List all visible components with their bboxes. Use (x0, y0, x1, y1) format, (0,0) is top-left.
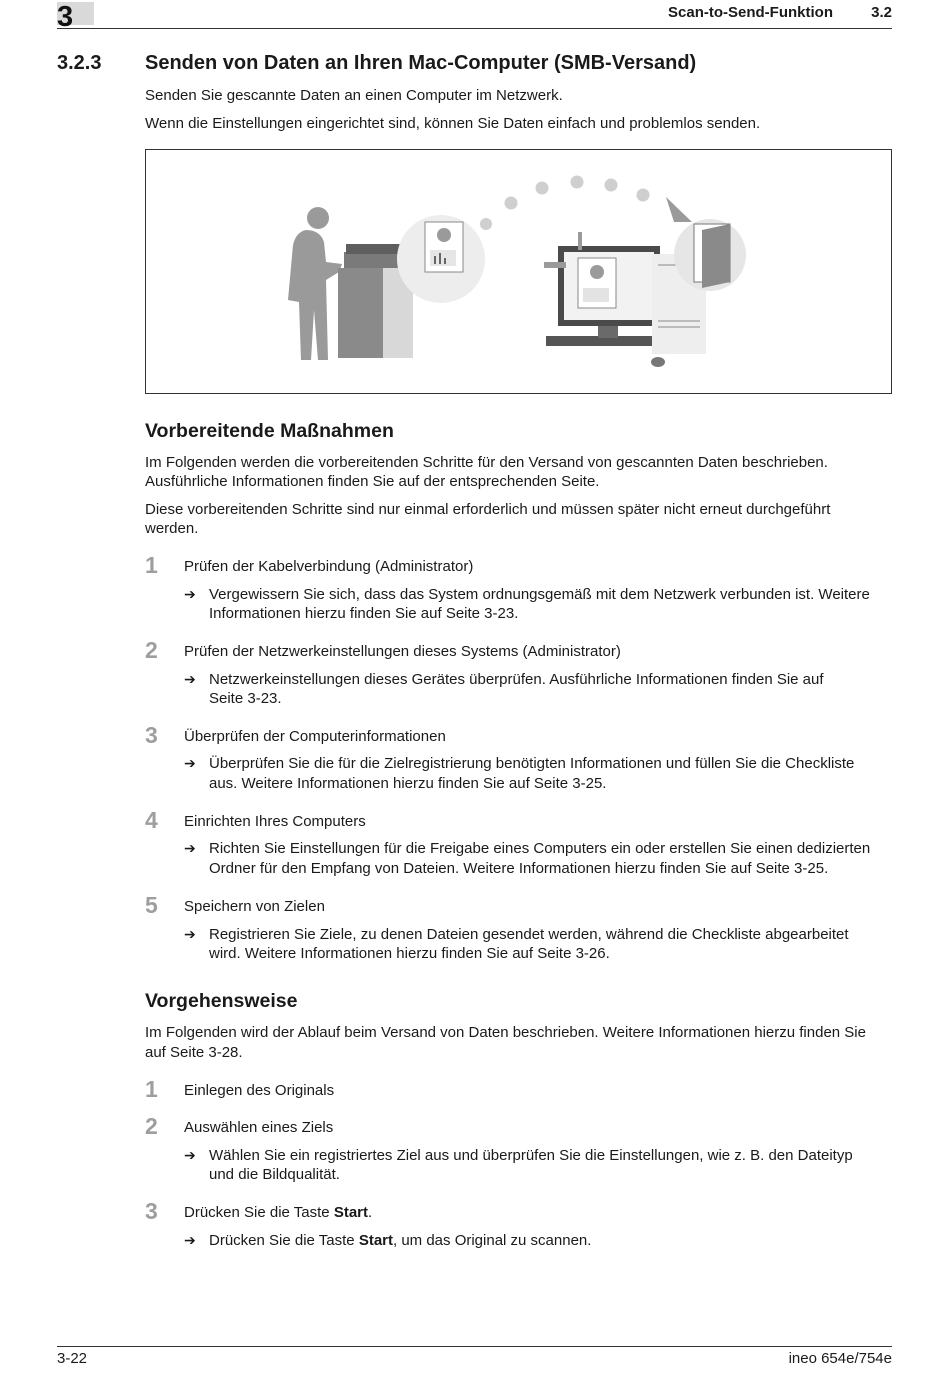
step-number: 1 (145, 1076, 158, 1102)
mouse-icon (651, 357, 665, 367)
step-instruction-line: und die Bildqualität. (209, 1166, 340, 1183)
preparation-paragraph-2-line-1: Diese vorbereitenden Schritte sind nur einmal erforderlich und müssen später nicht erneut durchgeführt (145, 501, 831, 518)
step-instruction-line (209, 1231, 894, 1251)
step-number: 4 (145, 807, 158, 833)
procedure-paragraph-line-1: Im Folgenden wird der Ablauf beim Versand von Daten beschrieben. Weitere Informationen hierzu finden Sie (145, 1024, 866, 1041)
step-instruction-line: Netzwerkeinstellungen dieses Gerätes überprüfen. Ausführliche Informationen finden Sie auf (209, 671, 824, 688)
step-number: 3 (145, 1198, 158, 1224)
person-icon (288, 207, 342, 360)
step-instruction-text: , um das Original zu scannen. (393, 1232, 592, 1249)
step-number: 2 (145, 1113, 158, 1139)
intro-paragraph-2: Wenn die Einstellungen eingerichtet sind, können Sie Daten einfach und problemlos senden. (145, 115, 761, 132)
step-number: 1 (145, 552, 158, 578)
step-label: Einrichten Ihres Computers (184, 813, 366, 830)
step-instruction-line: wird. Weitere Informationen hierzu finden Sie auf Seite 3-26. (209, 945, 610, 962)
folder-icon (694, 224, 730, 288)
arrow-right-icon: ➔ (184, 1232, 196, 1248)
step-instruction-line: Richten Sie Einstellungen für die Freigabe eines Computers ein oder erstellen Sie einen dedizierten (209, 840, 871, 857)
step-instruction-line: Seite 3-23. (209, 690, 282, 707)
arrow-right-icon: ➔ (184, 926, 196, 942)
page-number: 3-22 (57, 1350, 88, 1367)
procedure-paragraph-line-2: auf Seite 3-28. (145, 1044, 243, 1061)
step-instruction-line: Vergewissern Sie sich, dass das System ordnungsgemäß mit dem Netzwerk verbunden ist. Weitere (209, 586, 870, 603)
step-label: Prüfen der Kabelverbindung (Administrator) (184, 558, 474, 575)
step-instruction-line: Ordner für den Empfang von Dateien. Weitere Informationen hierzu finden Sie auf Seite 3-25. (209, 860, 829, 877)
running-header-section: 3.2 (871, 4, 892, 21)
step-label: Prüfen der Netzwerkeinstellungen dieses Systems (Administrator) (184, 643, 621, 660)
chapter-number: 3 (57, 1, 74, 33)
illustration-frame (145, 149, 892, 394)
section-number: 3.2.3 (57, 52, 102, 74)
scan-to-computer-illustration (146, 150, 891, 393)
arrow-right-icon: ➔ (184, 1147, 196, 1163)
arrow-right-icon: ➔ (184, 586, 196, 602)
step-instruction-text: Drücken Sie die Taste (209, 1232, 359, 1249)
procedure-heading: Vorgehensweise (145, 990, 298, 1012)
section-title: Senden von Daten an Ihren Mac-Computer (SMB-Versand) (145, 52, 697, 74)
step-label: Überprüfen der Computerinformationen (184, 728, 446, 745)
step-number: 5 (145, 892, 158, 918)
step-label: Einlegen des Originals (184, 1082, 335, 1099)
product-model: ineo 654e/754e (788, 1350, 892, 1367)
step-instruction-line: aus. Weitere Informationen hierzu finden Sie auf Seite 3-25. (209, 775, 607, 792)
step-label: Auswählen eines Ziels (184, 1119, 334, 1136)
step-instruction-line: Wählen Sie ein registriertes Ziel aus und überprüfen Sie die Einstellungen, wie z. B. den Dateityp (209, 1147, 853, 1164)
footer-rule (57, 1346, 892, 1347)
preparation-paragraph-1-line-1: Im Folgenden werden die vorbereitenden Schritte für den Versand von gescannten Daten beschrieben. (145, 454, 828, 471)
header-rule (57, 28, 892, 29)
arrow-right-icon: ➔ (184, 755, 196, 771)
intro-paragraph-1: Senden Sie gescannte Daten an einen Computer im Netzwerk. (145, 87, 563, 104)
step-label (184, 1203, 372, 1222)
step-label-text: . (368, 1204, 373, 1221)
step-instruction-line: Überprüfen Sie die für die Zielregistrierung benötigten Informationen und füllen Sie die Checkliste (209, 755, 855, 772)
step-number: 2 (145, 637, 158, 663)
step-label: Speichern von Zielen (184, 898, 325, 915)
transfer-dots-icon (480, 176, 692, 231)
preparation-paragraph-1-line-2: Ausführliche Informationen finden Sie auf der entsprechenden Seite. (145, 473, 600, 490)
step-instruction-line: Registrieren Sie Ziele, zu denen Dateien gesendet werden, während die Checkliste abgearbeitet (209, 926, 849, 943)
arrow-right-icon: ➔ (184, 671, 196, 687)
start-key-label: Start (358, 1232, 393, 1249)
arrow-right-icon: ➔ (184, 840, 196, 856)
document-icon (425, 222, 463, 272)
running-header-title: Scan-to-Send-Funktion (668, 4, 833, 21)
preparation-paragraph-2-line-2: werden. (145, 520, 199, 537)
step-number: 3 (145, 722, 158, 748)
preparation-heading: Vorbereitende Maßnahmen (145, 420, 394, 442)
step-label-text: Drücken Sie die Taste (184, 1204, 334, 1221)
start-key-label: Start (333, 1204, 368, 1221)
step-instruction-line: Informationen hierzu finden Sie auf Seite 3-23. (209, 605, 519, 622)
